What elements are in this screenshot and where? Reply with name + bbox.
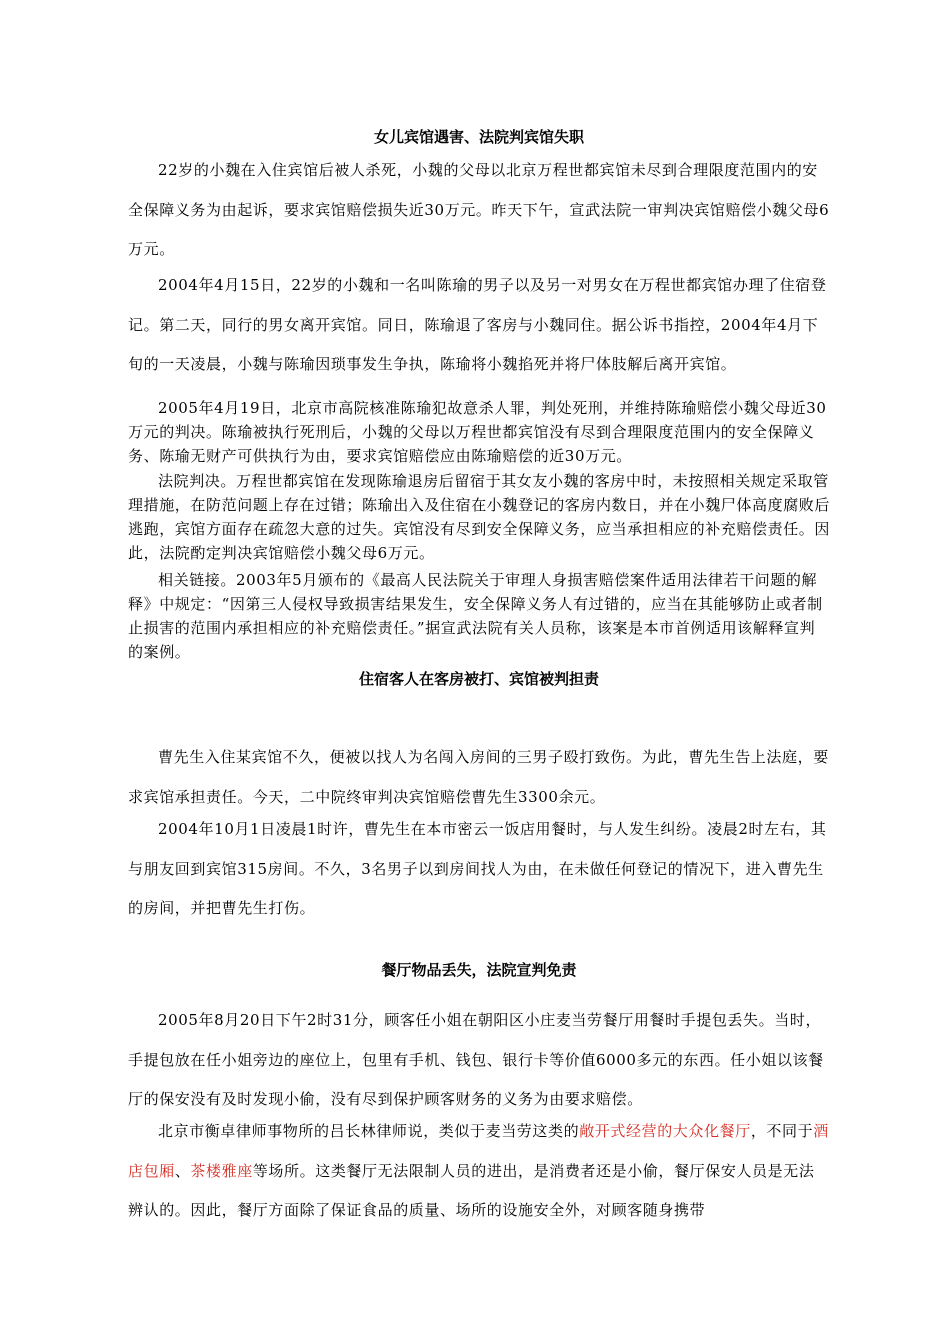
- article1-paragraph-4: 法院判决。万程世都宾馆在发现陈瑜退房后留宿于其女友小魏的客房中时，未按照相关规定采取管理措施，在防范问题上存在过错；陈瑜出入及住宿在小魏登记的客房内数日，并在小魏尸体高度腐败后逃跑，宾馆方面存在疏忽大意的过失。宾馆没有尽到安全保障义务，应当承担相应的补充赔偿责任。因此，法院酌定判决宾馆赔偿小魏父母6万元。: [128, 472, 831, 562]
- article1-paragraph-1: 22岁的小魏在入住宾馆后被人杀死，小魏的父母以北京万程世都宾馆未尽到合理限度范围内的安全保障义务为由起诉，要求宾馆赔偿损失近30万元。昨天下午，宣武法院一审判决宾馆赔偿小魏父母6万元。: [128, 161, 830, 258]
- article2-title: 住宿客人在客房被打、宾馆被判担责: [358, 670, 599, 688]
- paragraph-text: 、: [174, 1161, 191, 1180]
- paragraph-text: ，不同于: [750, 1122, 814, 1140]
- article2-paragraph-2: 2004年10月1日凌晨1时许，曹先生在本市密云一饭店用餐时，与人发生纠纷。凌晨2时左右，其与朋友回到宾馆315房间。不久，3名男子以到房间找人为由，在未做任何登记的情况下，进入曹先生的房间，并把曹先生打伤。: [128, 820, 827, 917]
- article3-paragraph-2: [128, 1112, 830, 1231]
- paragraph-text: 北京市衡卓律师事物所的吕长林律师说，类似于麦当劳这类的: [158, 1122, 580, 1140]
- link-open-restaurant[interactable]: 敞开式经营的大众化餐厅: [579, 1122, 751, 1140]
- article1-paragraph-2: 2004年4月15日，22岁的小魏和一名叫陈瑜的男子以及另一对男女在万程世都宾馆办理了住宿登记。第二天，同行的男女离开宾馆。同日，陈瑜退了客房与小魏同住。据公诉书指控，2004年4月下旬的一天凌晨，小魏与陈瑜因琐事发生争执，陈瑜将小魏掐死并将尸体肢解后离开宾馆。: [128, 276, 827, 373]
- link-hotel-private-room[interactable]: 酒店包厢: [128, 1122, 829, 1180]
- article3-title: 餐厅物品丢失，法院宣判免责: [381, 961, 577, 979]
- paragraph-text: 等场所。这类餐厅无法限制人员的进出，是消费者还是小偷，餐厅保安人员是无法辨认的。因此，餐厅方面除了保证食品的质量、场所的设施安全外，对顾客随身携带: [128, 1161, 815, 1219]
- article2-paragraph-1: 曹先生入住某宾馆不久，便被以找人为名闯入房间的三男子殴打致伤。为此，曹先生告上法庭，要求宾馆承担责任。今天，二中院终审判决宾馆赔偿曹先生3300余元。: [128, 748, 829, 806]
- article3-paragraph-1: 2005年8月20日下午2时31分，顾客任小姐在朝阳区小庄麦当劳餐厅用餐时手提包丢失。当时，手提包放在任小姐旁边的座位上，包里有手机、钱包、银行卡等价值6000多元的东西。任小姐以该餐厅的保安没有及时发现小偷，没有尽到保护顾客财务的义务为由要求赔偿。: [128, 1011, 824, 1108]
- article1-paragraph-5: 相关链接。2003年5月颁布的《最高人民法院关于审理人身损害赔偿案件适用法律若干问题的解释》中规定：“因第三人侵权导致损害结果发生，安全保障义务人有过错的，应当在其能够防止或者制止损害的范围内承担相应的补充赔偿责任。”据宣武法院有关人员称，该案是本市首例适用该解释宣判的案例。: [128, 571, 823, 661]
- article1-paragraph-3: 2005年4月19日，北京市高院核准陈瑜犯故意杀人罪，判处死刑，并维持陈瑜赔偿小魏父母近30万元的判决。陈瑜被执行死刑后，小魏的父母以万程世都宾馆没有尽到合理限度范围内的安全保障义务、陈瑜无财产可供执行为由，要求宾馆赔偿应由陈瑜赔偿的近30万元。: [128, 399, 827, 465]
- article1-title: 女儿宾馆遇害、法院判宾馆失职: [373, 128, 584, 146]
- link-teahouse-seat[interactable]: 茶楼雅座: [190, 1161, 253, 1180]
